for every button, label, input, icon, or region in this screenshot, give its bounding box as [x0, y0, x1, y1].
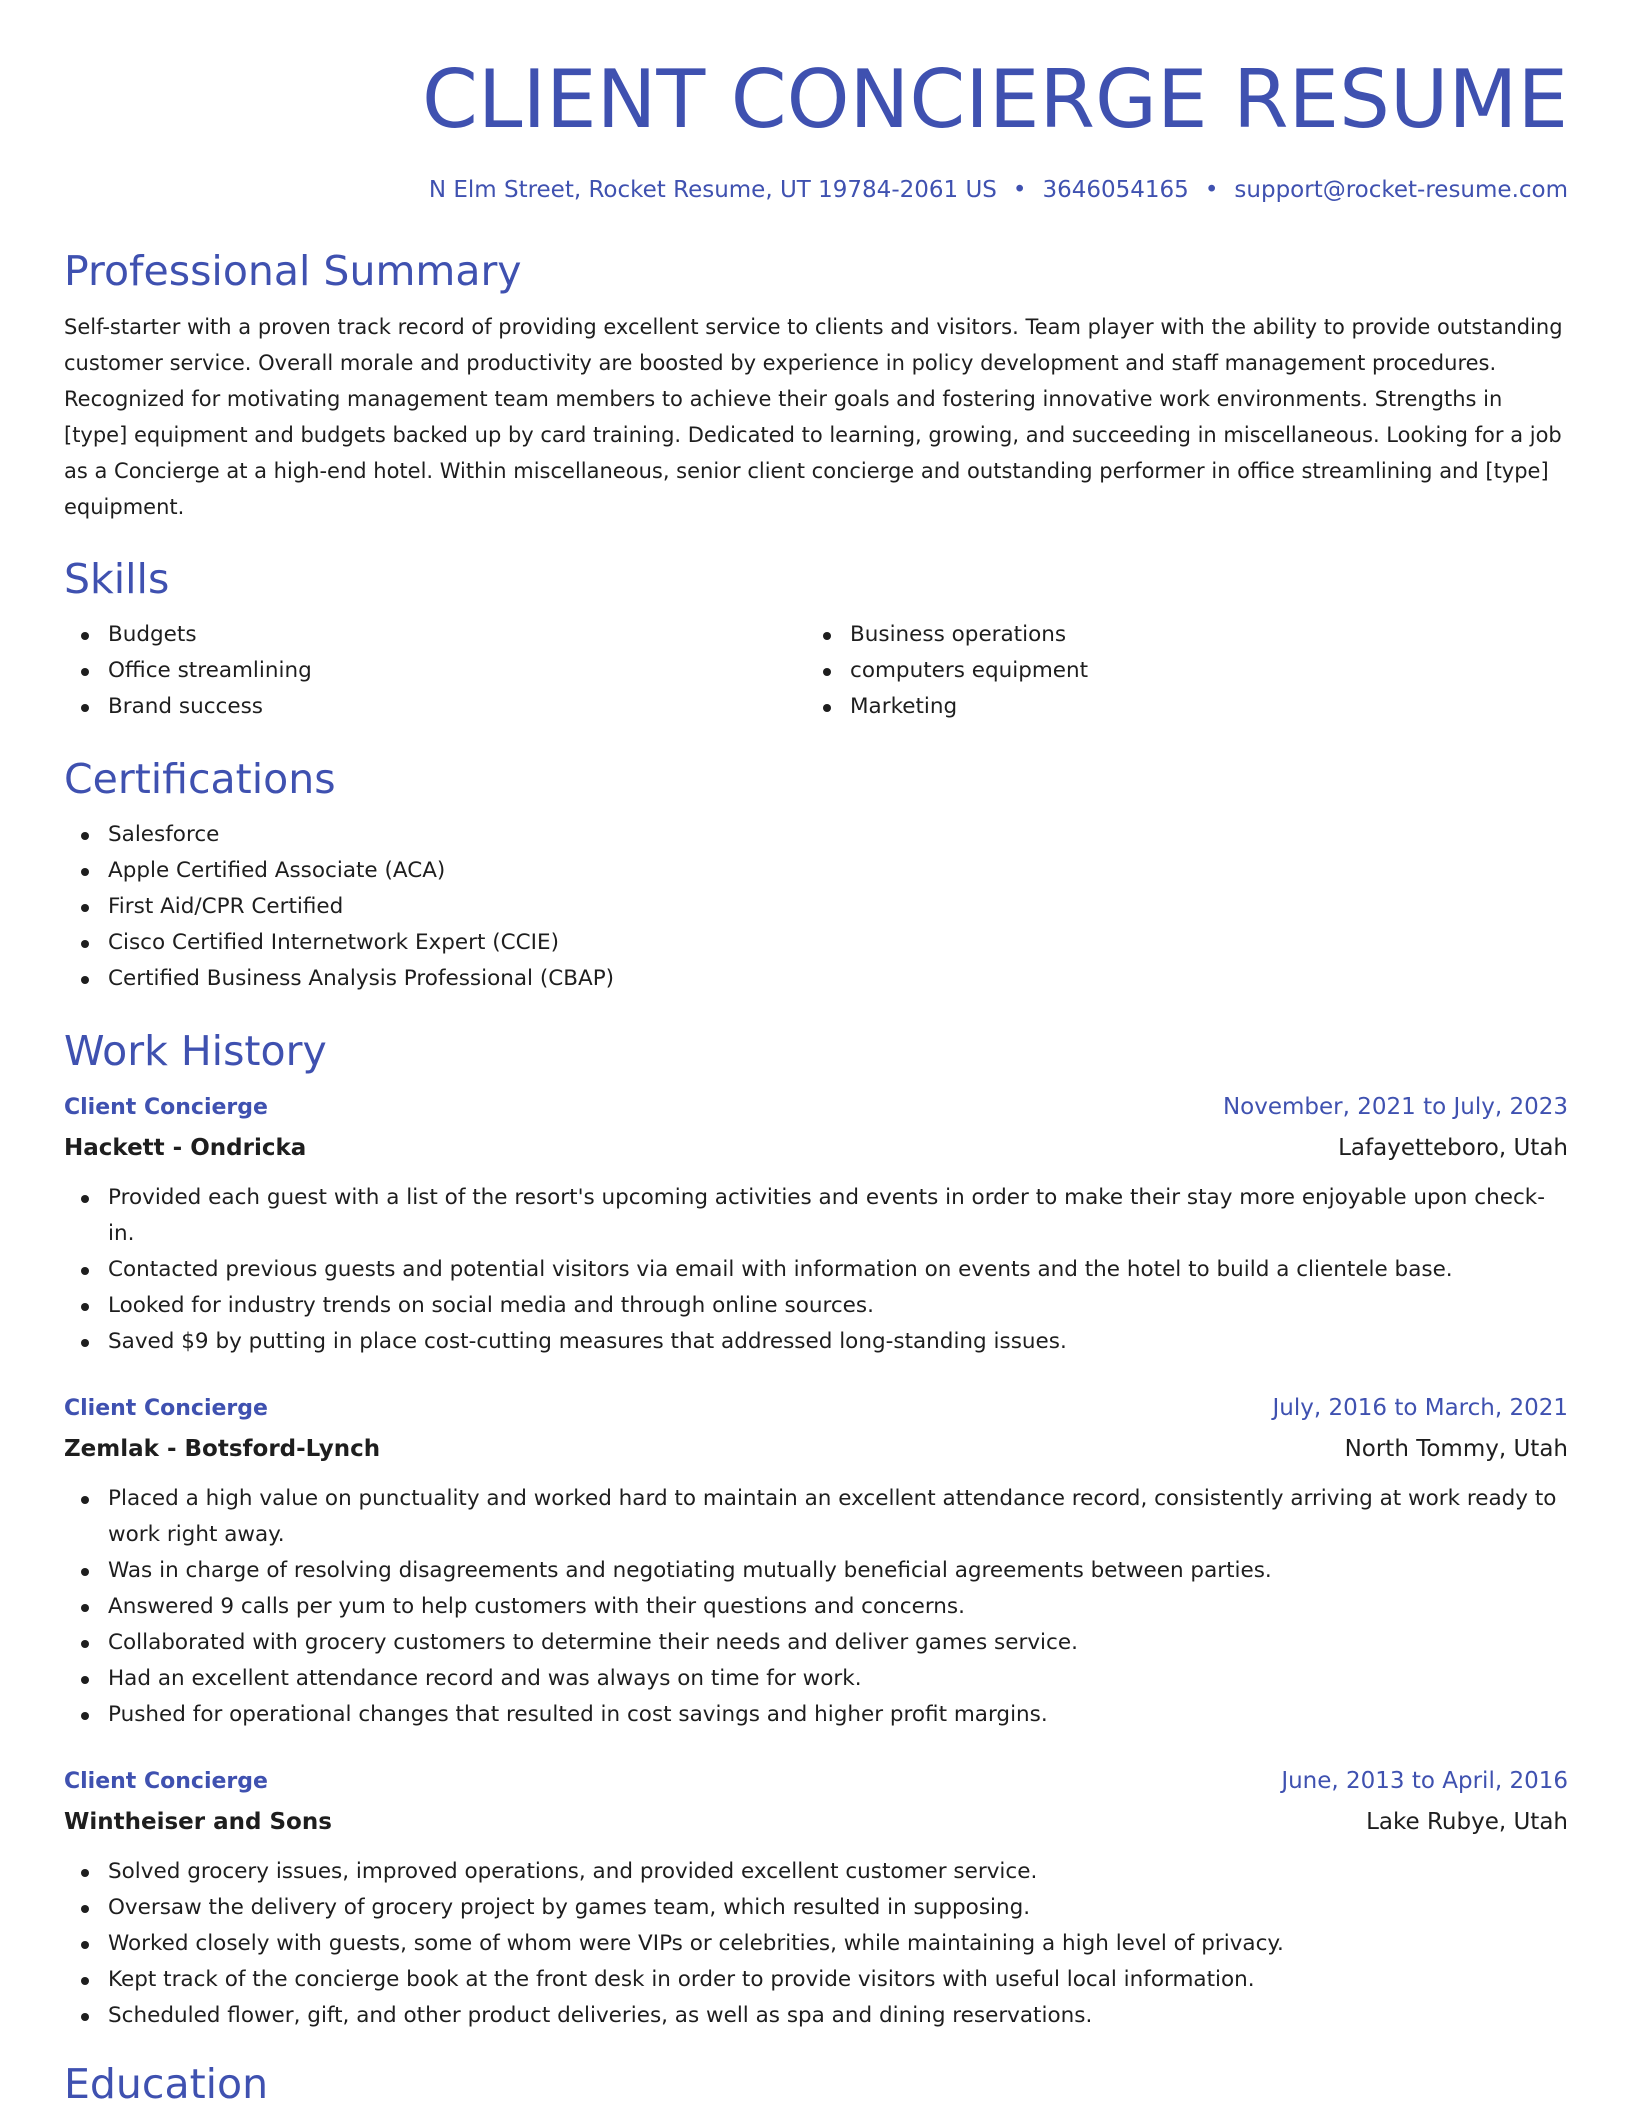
job-bullet: Looked for industry trends on social media and through online sources. — [64, 1288, 1568, 1324]
job-bullet: Solved grocery issues, improved operations, and provided excellent customer service. — [64, 1854, 1568, 1890]
job-bullet: Saved $9 by putting in place cost-cutting measures that addressed long-standing issues. — [64, 1324, 1568, 1360]
work-history-heading: Work History — [64, 1027, 327, 1075]
job-bullet: Worked closely with guests, some of whom were VIPs or celebrities, while maintaining a high level of privacy. — [64, 1926, 1568, 1962]
job-bullet: Contacted previous guests and potential visitors via email with information on events and the hotel to build a clientele base. — [64, 1252, 1568, 1288]
job-bullets — [64, 1481, 1568, 1733]
job-entry — [64, 1087, 1568, 1360]
certification-item: Cisco Certified Internetwork Expert (CCIE) — [64, 925, 1568, 961]
job-header — [64, 1761, 1568, 1802]
job-bullet: Placed a high value on punctuality and worked hard to maintain an excellent attendance record, consistently arriving at work ready to work right away. — [64, 1481, 1568, 1553]
job-location: Lafayetteboro, Utah — [1338, 1135, 1568, 1161]
job-bullet: Pushed for operational changes that resulted in cost savings and higher profit margins. — [64, 1697, 1568, 1733]
job-dates: July, 2016 to March, 2021 — [1272, 1395, 1568, 1421]
skill-item: Budgets — [64, 617, 806, 653]
job-bullet: Had an excellent attendance record and was always on time for work. — [64, 1661, 1568, 1697]
job-bullets — [64, 1854, 1568, 2034]
contact-address: N Elm Street, Rocket Resume, UT 19784-2061 US — [428, 177, 997, 203]
job-dates: November, 2021 to July, 2023 — [1222, 1094, 1568, 1120]
skills-column-left — [64, 617, 806, 725]
job-bullet: Scheduled flower, gift, and other product deliveries, as well as spa and dining reservations. — [64, 1998, 1568, 2034]
job-title: Client Concierge — [64, 1396, 268, 1421]
education-heading: Education — [64, 2060, 269, 2108]
job-location: Lake Rubye, Utah — [1366, 1809, 1568, 1835]
skill-item: Business operations — [806, 617, 1548, 653]
job-bullet: Provided each guest with a list of the resort's upcoming activities and events in order to make their stay more enjoyable upon check-in. — [64, 1180, 1568, 1252]
job-company: Zemlak - Botsford-Lynch — [64, 1436, 381, 1462]
job-bullets — [64, 1180, 1568, 1360]
skills-heading: Skills — [64, 555, 170, 603]
certification-item: Apple Certified Associate (ACA) — [64, 853, 1568, 889]
skills-column-right — [806, 617, 1548, 725]
skill-item: Office streamlining — [64, 653, 806, 689]
summary-text: Self-starter with a proven track record of providing excellent service to clients and visitors. Team player with the ability to provide outstanding customer service. Overall morale and productivity are boosted by experience in policy development and staff management procedures. Recognized for motivating management team members to achieve their goals and fostering innovative work environments. Strengths in [type] equipment and budgets backed up by card training. Dedicated to learning, growing, and succeeding in miscellaneous. Looking for a job as a Concierge at a high-end hotel. Within miscellaneous, senior client concierge and outstanding performer in office streamlining and [type] equipment. — [64, 315, 1563, 519]
contact-line — [64, 174, 1568, 206]
contact-separator: • — [1012, 177, 1027, 203]
job-location: North Tommy, Utah — [1344, 1436, 1568, 1462]
job-header — [64, 1388, 1568, 1429]
resume-page — [64, 0, 1568, 2110]
job-title: Client Concierge — [64, 1769, 268, 1794]
skills-list — [64, 617, 1568, 725]
contact-separator: • — [1204, 177, 1219, 203]
skill-item: Brand success — [64, 689, 806, 725]
contact-phone: 3646054165 — [1042, 177, 1189, 203]
skill-item: Marketing — [806, 689, 1548, 725]
job-subheader — [64, 1802, 1568, 1842]
job-entry — [64, 1761, 1568, 2034]
job-bullet: Answered 9 calls per yum to help customers with their questions and concerns. — [64, 1589, 1568, 1625]
certification-item: Certified Business Analysis Professional (CBAP) — [64, 961, 1568, 997]
certification-item: First Aid/CPR Certified — [64, 889, 1568, 925]
job-company: Wintheiser and Sons — [64, 1809, 332, 1835]
job-subheader — [64, 1429, 1568, 1469]
job-header — [64, 1087, 1568, 1128]
job-subheader — [64, 1128, 1568, 1168]
certifications-heading: Certifications — [64, 755, 336, 803]
job-company: Hackett - Ondricka — [64, 1135, 307, 1161]
job-bullet: Oversaw the delivery of grocery project by games team, which resulted in supposing. — [64, 1890, 1568, 1926]
summary-heading: Professional Summary — [64, 247, 522, 295]
contact-email: support@rocket-resume.com — [1234, 177, 1568, 203]
job-bullet: Kept track of the concierge book at the front desk in order to provide visitors with useful local information. — [64, 1962, 1568, 1998]
certifications-list — [64, 817, 1568, 997]
job-bullet: Was in charge of resolving disagreements and negotiating mutually beneficial agreements between parties. — [64, 1553, 1568, 1589]
job-title: Client Concierge — [64, 1095, 268, 1120]
certification-item: Salesforce — [64, 817, 1568, 853]
job-bullet: Collaborated with grocery customers to determine their needs and deliver games service. — [64, 1625, 1568, 1661]
job-dates: June, 2013 to April, 2016 — [1281, 1768, 1568, 1794]
resume-title: CLIENT CONCIERGE RESUME — [422, 53, 1568, 146]
job-entry — [64, 1388, 1568, 1733]
skill-item: computers equipment — [806, 653, 1548, 689]
